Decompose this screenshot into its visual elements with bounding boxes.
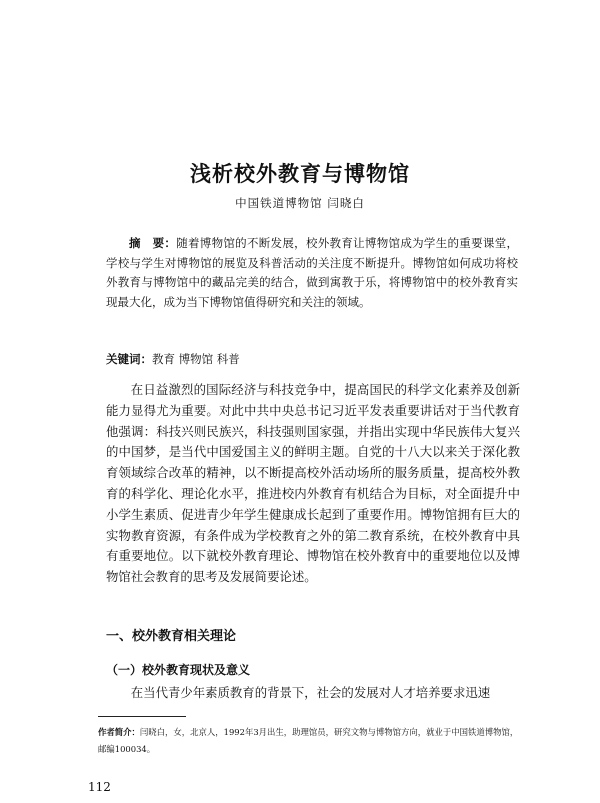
abstract [106,234,518,312]
keywords [106,350,518,369]
subsection-heading: （一）校外教育现状及意义 [106,663,251,677]
footnote-text: 闫晓白，女，北京人，1992年3月出生，助理馆员，研究文物与博物馆方向，就业于中国铁道博物馆，邮编100034。 [98,727,519,754]
section-heading: 一、校外教育相关理论 [106,629,237,644]
footnote-label: 作者简介： [98,727,140,737]
page-number: 112 [88,780,111,794]
footnote [98,724,522,758]
abstract-label: 摘 要： [129,236,177,250]
intro-paragraph: 在日益激烈的国际经济与科技竞争中，提高国民的科学文化素养及创新能力显得尤为重要。对此中共中央总书记习近平发表重要讲话对于当代教育他强调：科技兴则民族兴，科技强则国家强，并指出实现中华民族伟大复兴的中国梦，是当代中国爱国主义的鲜明主题。自党的十八大以来关于深化教育领域综合改革的精神，以不断提高校外活动场所的服务质量，提高校外教育的科学化、理论化水平，推进校内外教育有机结合为目标，对全面提升中小学生素质、促进青少年学生健康成长起到了重要作用。博物馆拥有巨大的实物教育资源，有条件成为学校教育之外的第二教育系统，在校外教育中具有重要地位。以下就校外教育理论、博物馆在校外教育中的重要地位以及博物馆社会教育的思考及发展简要论述。 [106,382,520,585]
section-paragraph: 在当代青少年素质教育的背景下，社会的发展对人才培养要求迅速 [130,685,491,700]
keywords-text: 教育 博物馆 科普 [152,352,240,366]
article-title: 浅析校外教育与博物馆 [190,161,410,187]
keywords-label: 关键词： [106,352,152,366]
article-author: 中国铁道博物馆 闫晓白 [235,196,365,210]
abstract-text: 随着博物馆的不断发展，校外教育让博物馆成为学生的重要课堂，学校与学生对博物馆的展览及科普活动的关注度不断提升。博物馆如何成功将校外教育与博物馆中的藏品完美的结合，做到寓教于乐，将博物馆中的校外教育实现最大化，成为当下博物馆值得研究和关注的领域。 [106,236,518,309]
footnote-divider [98,716,186,717]
